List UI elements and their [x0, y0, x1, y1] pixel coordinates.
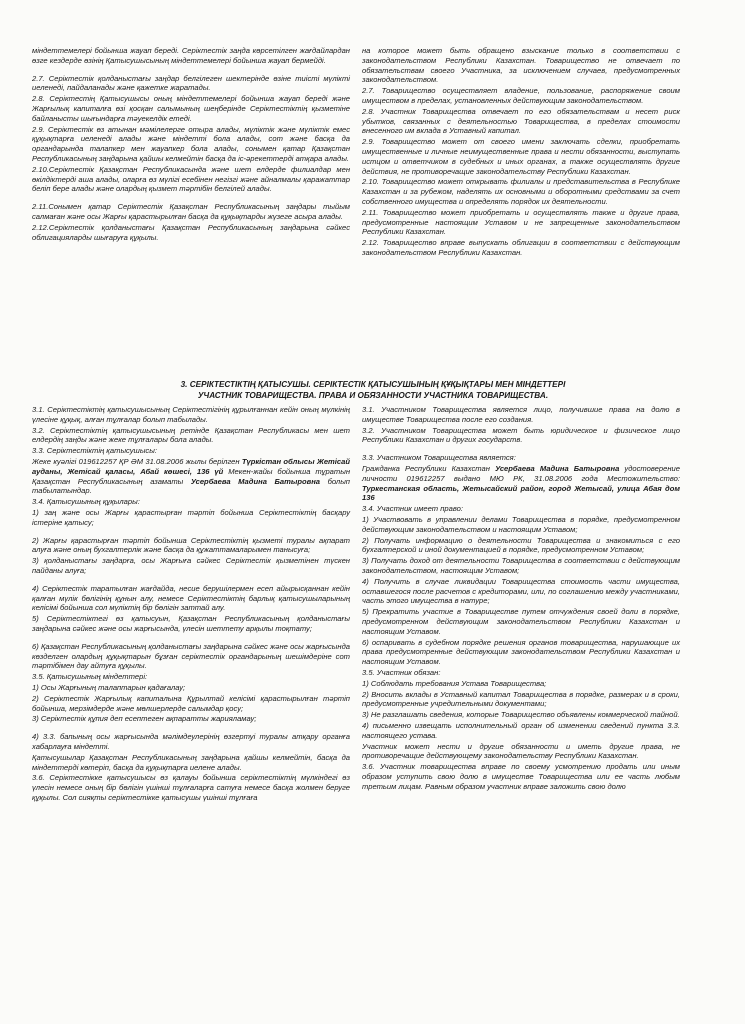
participant-details	[362, 464, 680, 503]
participant-address: Түркістан облысы Жетісай ауданы, Жетісай қаласы, Абай көшесі, 136 үй	[32, 456, 350, 476]
list-item: 6) оспаривать в судебном порядке решения органов товарищества, нарушающие их права предусмотренные действующим законодательством Республики Казахстан и настоящим Уставом.	[362, 637, 680, 667]
bottom-right-column	[362, 405, 680, 1015]
list-item: 4) Получить в случае ликвидации Товарищества стоимость части имущества, оставшегося после расчетов с кредиторами, или, по соглашению между участниками, часть этого имущества в натуре;	[362, 576, 680, 606]
paragraph: 3.6. Серіктестікке қатысушысы өз қалауы бойынша серіктестіктің мүлкіндегі өз үлесін немесе оның бір бөлігін үшінші тұлғаларға сатуға немесе басқа жолмен беруге құқылы. Сол сияқты серіктестікке қатысушы үшінші тұлғаға	[32, 773, 350, 802]
paragraph: Қатысушылар Қазақстан Республикасының заңдарына қайшы келмейтін, басқа да міндеттерді көтеріп, басқа да құқықтарға иелене алады.	[32, 752, 350, 772]
text: Мекен-жайы бойынша тұратын Қазақстан Республикасының азаматы	[32, 466, 350, 486]
paragraph: 2.8. Участник Товарищества отвечает по его обязательствам и несет риск убытков, связанных с деятельностью Товарищества, в пределах стоимости внесенного им вклада в Уставный капитал.	[362, 106, 680, 136]
section-heading	[32, 380, 714, 401]
list-item: 1) Осы Жарғының талаптарын қадағалау;	[32, 682, 186, 692]
list-item: 1) Соблюдать требования Устава Товарищества;	[362, 678, 547, 688]
list-item: 3) қолданыстағы заңдарға, осы Жарғыға сәйкес Серіктестік қызметінен түскен пайданы алуға;	[32, 556, 350, 575]
list-item: 5) Прекратить участие в Товариществе путем отчуждения своей доли в порядке, предусмотренном действующим законодательством Республики Казахстан и настоящим Уставом.	[362, 607, 680, 636]
paragraph: 3.6. Участник товарищества вправе по своему усмотрению продать или иным образом уступить свою долю в имуществе Товарищества или ее часть любым третьим лицам. Равным образом участник вправе заложить свою долю	[362, 762, 680, 791]
paragraph: 3.2. Серіктестіктің қатысушысының ретінде Қазақстан Республикасы мен шет елдердің заңды және жеке тұлғалары бола алады.	[32, 425, 350, 445]
paragraph: 2.10.Серіктестік Қазақстан Республикасында және шет елдерде филиалдар мен өкілдіктерді аша алады, оларға өз мүлігі есебінен негізгі және айналмалы қаражаттар беліп бере алады және олардың қызмет тәртібін белгілей алады.	[32, 164, 350, 194]
list-item: 2) Вносить вклады в Уставный капитал Товарищества в порядке, размерах и в сроки, предусмотренные учредительными документами;	[362, 689, 680, 709]
paragraph: 2.7. Товарищество осуществляет владение, пользование, распоряжение своим имуществом в пределах, установленных действующим законодательством.	[362, 86, 680, 105]
paragraph: 3.1. Серіктестіктің қатысушысының Серіктестігінің құрылғаннан кейін оның мүлкінің үлесіне құқық, алған тұлғалар болып табылады.	[32, 405, 350, 424]
text: Гражданка Республики Казахстан	[362, 463, 496, 473]
list-item: 2) Получать информацию о деятельности Товарищества и знакомиться с его бухгалтерской и иной документацией в порядке, предусмотренном Уставом;	[362, 535, 680, 555]
paragraph: 2.9. Серіктестік өз атынан мәмілелерге отыра алады, мүліктік және мүліктік емес құқықтарға иеленеді алады және міндетті бола алады, сот және басқа да органдарында талапкер мен жауапкер бола алады, сонымен қатар Қазақстан Республикасының заңдарына қайшы келмейтін басқа да іс-әрекеттерді атқара алады.	[32, 124, 350, 163]
paragraph: 2.11. Товарищество может приобретать и осуществлять также и другие права, предусмотренные настоящим Уставом и не запрещенные законодательством Республики Казахстан.	[362, 207, 680, 237]
text: болып табылатындар.	[32, 476, 350, 496]
paragraph: 3.3. Участником Товарищества является:	[362, 453, 516, 463]
list-item: 3) Серіктестік құпия деп есептеген ақпаратты жарияламау;	[32, 714, 257, 724]
paragraph: Участник может нести и другие обязанности и иметь другие права, не противоречащие действующему законодательству Республики Казахстан.	[362, 741, 680, 761]
participant-details	[32, 457, 350, 496]
text: Жеке куәлігі 019612257 ҚР ӘМ 31.08.2006 жылы берілген	[32, 456, 242, 466]
list-item: 4) письменно извещать исполнительный орган об изменении сведений пункта 3.3. настоящего устава.	[362, 720, 680, 740]
paragraph: 2.8. Серіктестің Қатысушысы оның міндеттемелері бойынша жауап береді және Жарғылық капиталға өзі қосқан салымының шеңберінде Серіктестіктің қызметіне байланысты шығындарға тәуекелдік етеді.	[32, 94, 350, 123]
list-item: 4) Серіктестік таратылған жағдайда, несие берушілермен есеп айырысқаннан кейін қалған мүлік бөлігінің құнын алу, немесе Серіктестіктің барлық қатысушыларының келісімі бойынша сол мүліктің бір бөлігін заттай алу.	[32, 583, 350, 613]
list-item: 1) заң және осы Жарғы қарастырған тәртіп бойынша Серіктестіктің басқару істеріне қатысу;	[32, 507, 350, 527]
paragraph: 2.7. Серіктестік қолданыстағы заңдар белгілеген шектерінде өзіне тиісті мүлікті иеленеді, пайдаланады және қажетке жаратады.	[32, 73, 350, 93]
paragraph: 2.11.Сонымен қатар Серіктестік Қазақстан Республикасының заңдары тыйым салмаған және осы Жарғы қарастырылған басқа да құқықтарды жүзеге асыра алады.	[32, 202, 350, 221]
paragraph: 3.5. Участник обязан:	[362, 667, 441, 677]
list-item: 3) Получать доход от деятельности Товарищества в соответствии с действующим законодательством, настоящим Уставом;	[362, 556, 680, 575]
paragraph: 3.4. Участник имеет право:	[362, 504, 463, 514]
paragraph: 2.12.Серіктестік қолданыстағы Қазақстан Республикасының заңдарына сәйкес облигацияларды шығаруға құқылы.	[32, 222, 350, 242]
paragraph: 3.3. Серіктестіктің қатысушысы:	[32, 446, 157, 456]
section-heading-kazakh: 3. СЕРІКТЕСТІКТІҢ ҚАТЫСУШЫ. СЕРІКТЕСТІК ҚАТЫСУШЫНЫҢ ҚҰҚЫҚТАРЫ МЕН МІНДЕТТЕРІ	[180, 380, 566, 389]
paragraph: 3.4. Қатысушының құқылары:	[32, 497, 140, 507]
paragraph: 3.2. Участником Товарищества может быть юридическое и физическое лицо Республики Казахстан и других государств.	[362, 425, 680, 445]
section-heading-russian: УЧАСТНИК ТОВАРИЩЕСТВА. ПРАВА И ОБЯЗАННОСТИ УЧАСТНИКА ТОВАРИЩЕСТВА.	[197, 390, 549, 400]
paragraph: 3.5. Қатысушының міндеттері:	[32, 672, 148, 682]
bottom-left-column	[32, 405, 350, 1015]
top-right-column	[362, 46, 680, 352]
paragraph: 2.10. Товарищество может открывать филиалы и представительства в Республике Казахстан и за рубежом, наделять их основными и оборотными средствами за счет собственного имущества и определять порядок их деятельности.	[362, 177, 680, 206]
list-item: 1) Участвовать в управлении делами Товарищества в порядке, предусмотренном действующим законодательством и настоящим Уставом;	[362, 514, 680, 534]
paragraph: міндеттемелері бойынша жауап береді. Серіктестік заңда көрсетілген жағдайлардан өзге кездерде өзінің Қатысушысының міндеттемелері бойынша жауап бермейді.	[32, 46, 350, 65]
list-item: 4) 3.3. бапының осы жарғысында мәлімдеулерінің өзгертуі туралы атқару органға хабарлауға міндетті.	[32, 732, 350, 751]
top-left-column	[32, 46, 350, 360]
paragraph: 2.9. Товарищество может от своего имени заключать сделки, приобретать имущественные и личные неимущественные права и нести обязанности, выступать истцом и ответчиком в судебных и иных органах, а также осуществлять другие действия, не противоречащие законодательству Республики Казахстан.	[362, 137, 680, 176]
paragraph: 3.1. Участником Товарищества является лицо, получившие права на долю в имуществе Товарищества после его создания.	[362, 405, 680, 424]
list-item: 6) Қазақстан Республикасының қолданыстағы заңдарына сәйкес және осы жарғысында көзделген олардың құқықтарын бұзған серіктестік органдарының шешімдеріне сот тәртібімен дау айтуға құқылы.	[32, 641, 350, 671]
text: удостоверение личности 019612257 выдано МЮ РК, 31.08.2006 года Местожительство:	[362, 463, 680, 483]
paragraph: на которое может быть обращено взыскание только в соответствии с законодательством Республики Казахстан. Товарищество не отвечает по обязательствам своего Участника, за исключением случаев, предусмотренных законодательством.	[362, 46, 680, 85]
paragraph: 2.12. Товарищество вправе выпускать облигации в соответствии с действующим законодательством Республики Казахстан.	[362, 238, 680, 257]
list-item: 2) Жарғы қарастырған тәртіп бойынша Серіктестіктің қызметі туралы ақпарат алуға және оның бухгалтерлік және басқа да құжаттамаларымен танысуға;	[32, 535, 350, 555]
participant-name: Усербаева Мадина Батыровна	[190, 476, 321, 486]
participant-name: Усербаева Мадина Батыровна	[495, 463, 620, 473]
list-item: 3) Не разглашать сведения, которые Товарищество объявлены коммерческой тайной.	[362, 710, 680, 720]
participant-address: Туркестанская область, Жетысайский район, город Жетысай, улица Абая дом 136	[362, 483, 680, 503]
list-item: 2) Серіктестік Жарғылық капиталына Құрылтай келісімі қарастырылған тәртіп бойынша, мерзімдерде және мөлшерлерде салымдар қосу;	[32, 693, 350, 713]
list-item: 5) Серіктестіктегі өз қатысуын, Қазақстан Республикасының қолданыстағы заңдарына сәйкес және осы жарғысында, үлесін шеттету арқылы тоқтату;	[32, 614, 350, 633]
